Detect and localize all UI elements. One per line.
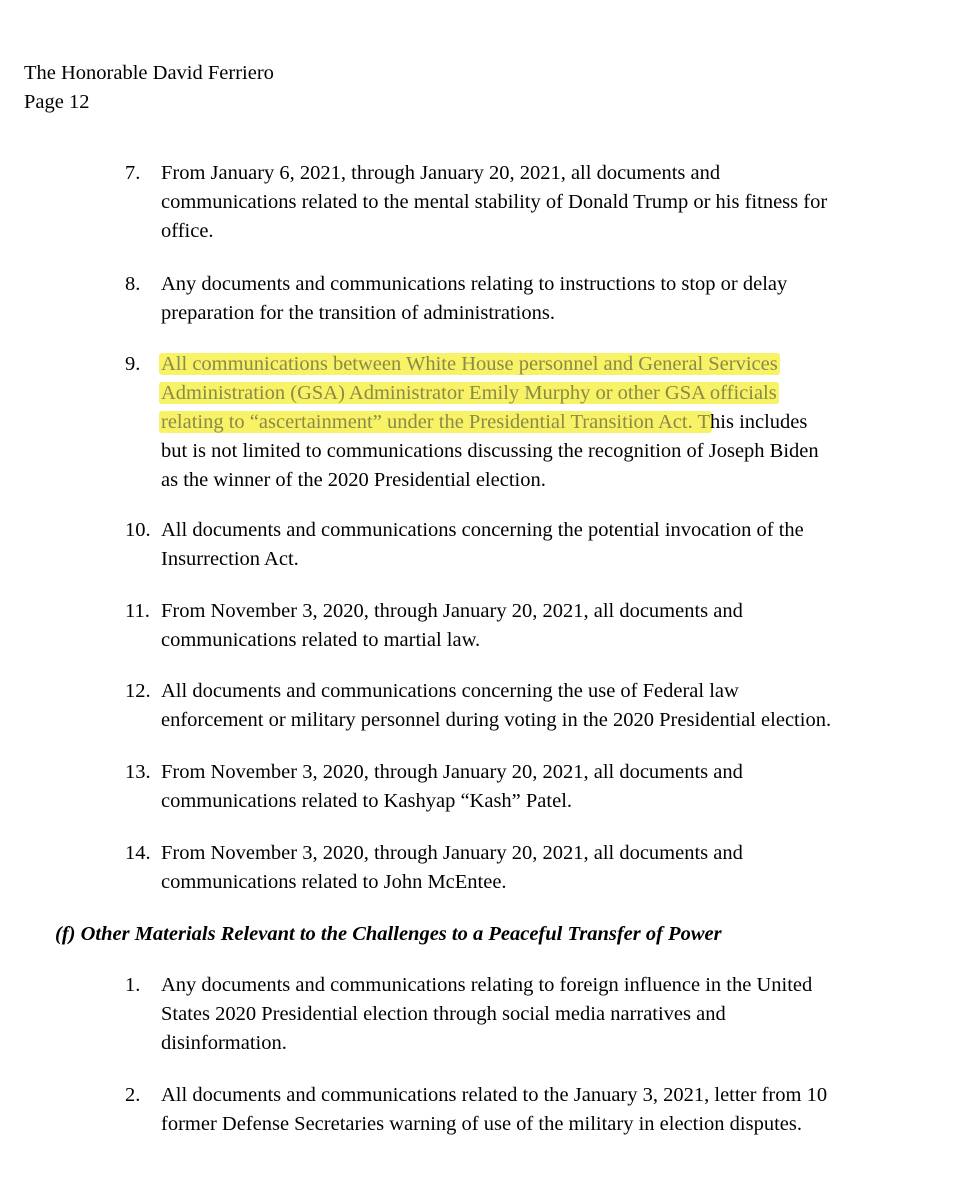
item-line: communications related to the mental stability of Donald Trump or his fitness for xyxy=(161,191,828,213)
item-line: but is not limited to communications discussing the recognition of Joseph Biden xyxy=(161,440,819,462)
page-number: Page 12 xyxy=(24,91,90,113)
item-line: communications related to Kashyap “Kash” Patel. xyxy=(161,790,573,812)
item-text xyxy=(161,839,941,897)
item-number: 14. xyxy=(125,842,151,864)
item-line: Any documents and communications relating to foreign influence in the United xyxy=(161,974,813,996)
item-text xyxy=(161,516,941,574)
item-line: communications related to martial law. xyxy=(161,629,481,651)
item-number: 13. xyxy=(125,761,151,783)
item-number: 11. xyxy=(125,600,150,622)
item-number: 7. xyxy=(125,162,141,184)
item-text xyxy=(161,758,941,816)
item-line: as the winner of the 2020 Presidential election. xyxy=(161,469,546,491)
item-number: 8. xyxy=(125,273,141,295)
item-line: States 2020 Presidential election through social media narratives and xyxy=(161,1003,726,1025)
item-number: 9. xyxy=(125,353,141,375)
item-text xyxy=(161,159,941,246)
item-line: All documents and communications concerning the potential invocation of the xyxy=(161,519,804,541)
item-line: From January 6, 2021, through January 20, 2021, all documents and xyxy=(161,162,721,184)
item-text xyxy=(161,270,941,328)
item-line: Insurrection Act. xyxy=(161,548,299,570)
highlight-mark: All communications between White House personnel and General Services xyxy=(161,353,778,375)
item-line: Any documents and communications relating to instructions to stop or delay xyxy=(161,273,788,295)
item-number: 1. xyxy=(125,974,141,996)
highlighted-line xyxy=(161,408,941,437)
recipient-line: The Honorable David Ferriero xyxy=(24,62,274,84)
item-line: From November 3, 2020, through January 20, 2021, all documents and xyxy=(161,600,743,622)
item-line: office. xyxy=(161,220,214,242)
item-text xyxy=(161,677,941,735)
item-line: preparation for the transition of administrations. xyxy=(161,302,555,324)
highlighted-line xyxy=(161,379,941,408)
item-line: former Defense Secretaries warning of use of the military in election disputes. xyxy=(161,1113,802,1135)
item-text xyxy=(161,597,941,655)
item-line: enforcement or military personnel during voting in the 2020 Presidential election. xyxy=(161,709,832,731)
highlight-mark: Administration (GSA) Administrator Emily Murphy or other GSA officials xyxy=(161,382,777,404)
highlighted-line xyxy=(161,350,941,379)
item-line: All documents and communications related to the January 3, 2021, letter from 10 xyxy=(161,1084,828,1106)
item-line: From November 3, 2020, through January 20, 2021, all documents and xyxy=(161,842,743,864)
item-number: 12. xyxy=(125,680,151,702)
item-line: From November 3, 2020, through January 20, 2021, all documents and xyxy=(161,761,743,783)
item-text xyxy=(161,1081,941,1139)
item-text xyxy=(161,971,941,1058)
item-line: disinformation. xyxy=(161,1032,287,1054)
item-line: All documents and communications concerning the use of Federal law xyxy=(161,680,739,702)
item-text xyxy=(161,350,941,495)
letter-header xyxy=(24,59,274,117)
section-f-heading: (f) Other Materials Relevant to the Challenges to a Peaceful Transfer of Power xyxy=(55,923,722,945)
item-number: 10. xyxy=(125,519,151,541)
highlight-mark: relating to “ascertainment” under the Presidential Transition Act. T xyxy=(161,411,711,433)
item-line: communications related to John McEntee. xyxy=(161,871,507,893)
line-continuation: his includes xyxy=(710,411,808,433)
item-number: 2. xyxy=(125,1084,141,1106)
